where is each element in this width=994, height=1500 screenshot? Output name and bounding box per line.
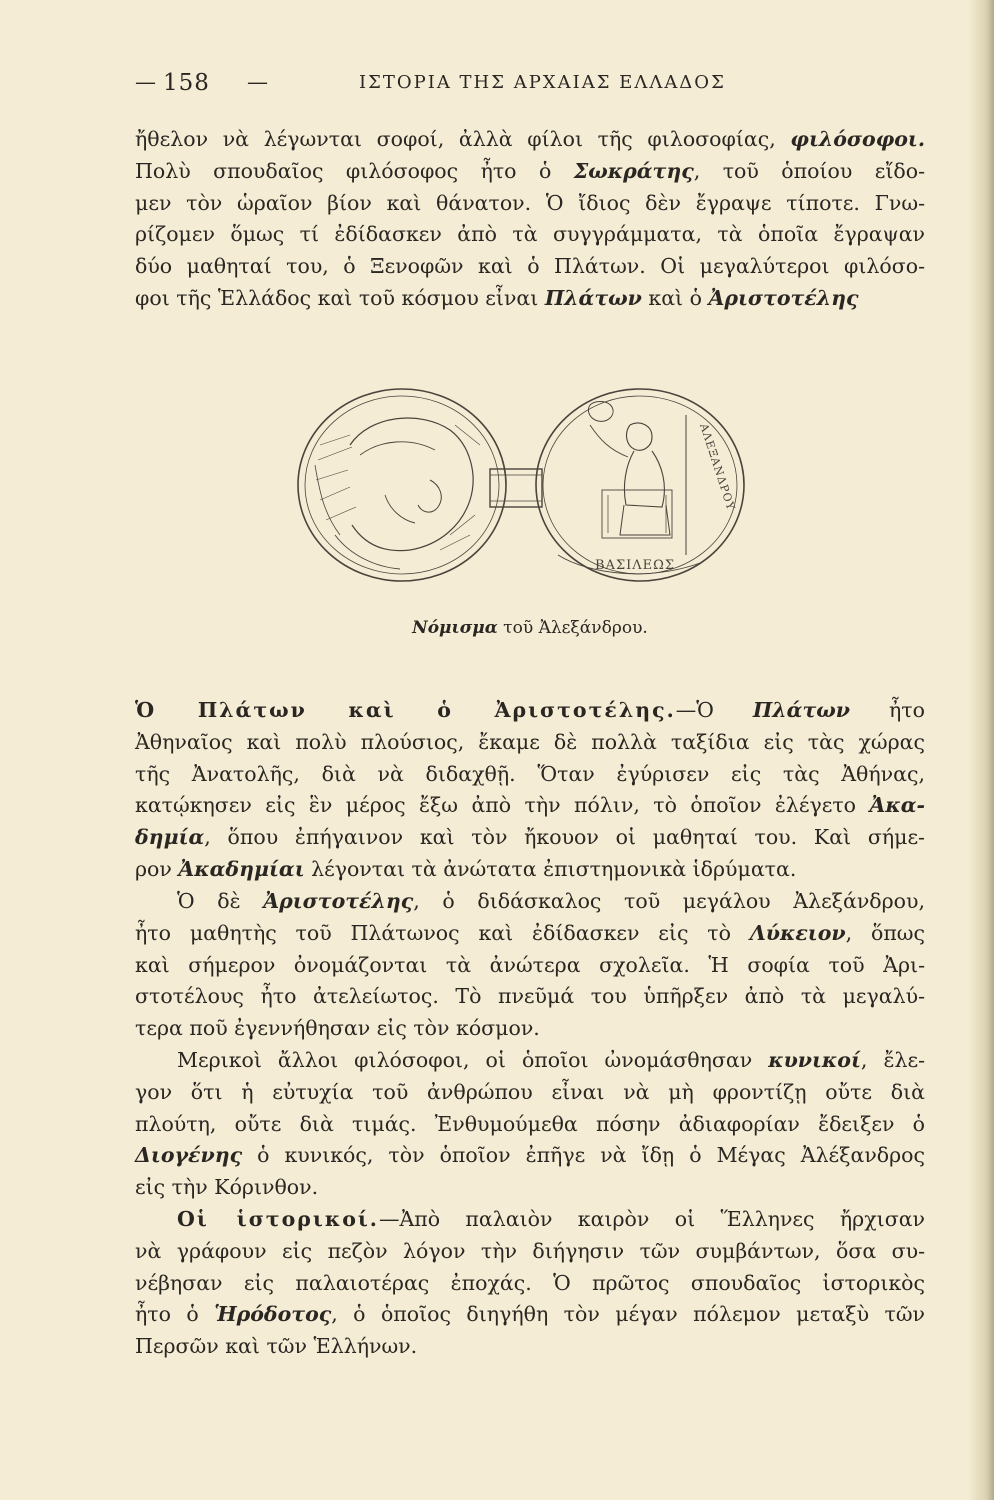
section-heading: Οἱ ἱστορικοί. bbox=[177, 1207, 379, 1231]
paragraph-aristotle bbox=[135, 886, 925, 1045]
text-line: καὶ σήμερον ὀνομάζονται τὰ ἀνώτερα σχολεῖα. Ἡ σοφία τοῦ Ἀρι- bbox=[135, 952, 925, 977]
text-line: Περσῶν καὶ τῶν Ἑλλήνων. bbox=[135, 1334, 418, 1359]
text-line: πλούτη, οὔτε διὰ τιμάς. Ἐνθυμούμεθα πόσην ἀδιαφορίαν ἔδειξεν ὁ bbox=[135, 1111, 925, 1136]
text-line: φοι τῆς Ἑλλάδος καὶ τοῦ κόσμου εἶναι Πλάτων καὶ ὁ Ἀριστοτέλης bbox=[135, 285, 859, 310]
page-edge-shadow bbox=[968, 0, 994, 1500]
text-line: νὰ γράφουν εἰς πεζὸν λόγον τὴν διήγησιν τῶν συμβάντων, ὅσα συ- bbox=[135, 1238, 925, 1263]
text-line: τερα ποῦ ἐγεννήθησαν εἰς τὸν κόσμον. bbox=[135, 1016, 540, 1041]
text-line: τῆς Ἀνατολῆς, διὰ νὰ διδαχθῇ. Ὅταν ἐγύρισεν εἰς τὰς Ἀθήνας, bbox=[135, 761, 925, 786]
text-line: Πολὺ σπουδαῖος φιλόσοφος ἦτο ὁ Σωκράτης, τοῦ ὁποίου εἴδο- bbox=[135, 158, 925, 183]
text-line: ἤθελον νὰ λέγωνται σοφοί, ἀλλὰ φίλοι τῆς φιλοσοφίας, φιλόσοφοι. bbox=[135, 127, 925, 151]
figure-caption bbox=[135, 618, 925, 638]
text-line: Μερικοὶ ἄλλοι φιλόσοφοι, οἱ ὁποῖοι ὠνομάσθησαν κυνικοί, ἔλε- bbox=[177, 1048, 925, 1072]
section-heading: Ὁ Πλάτων καὶ ὁ Ἀριστοτέλης. bbox=[135, 698, 676, 722]
text-line: μεν τὸν ὡραῖον βίον καὶ θάνατον. Ὁ ἴδιος δὲν ἔγραψε τίποτε. Γνω- bbox=[135, 190, 925, 215]
coin-illustration bbox=[290, 385, 750, 610]
paragraph-plato-aristotle bbox=[135, 695, 925, 886]
text-line: δύο μαθηταί του, ὁ Ξενοφῶν καὶ ὁ Πλάτων. Οἱ μεγαλύτεροι φιλόσο- bbox=[135, 254, 925, 279]
text-line: Ἀθηναῖος καὶ πολὺ πλούσιος, ἔκαμε δὲ πολλὰ ταξίδια εἰς τὰς χώρας bbox=[135, 729, 925, 754]
coin-inscription-bottom: ΒΑΣΙΛΕΩΣ bbox=[595, 558, 676, 573]
text-line: Διογένης ὁ κυνικός, τὸν ὁποῖον ἐπῆγε νὰ ἴδῃ ὁ Μέγας Ἀλέξανδρος bbox=[135, 1143, 925, 1168]
text-line: νέβησαν εἰς παλαιοτέρας ἐποχάς. Ὁ πρῶτος σπουδαῖος ἱστορικὸς bbox=[135, 1270, 925, 1295]
book-title: ΙΣΤΟΡΙΑ ΤΗΣ ΑΡΧΑΙΑΣ ΕΛΛΑΔΟΣ bbox=[359, 72, 726, 93]
text-line: κατῴκησεν εἰς ἓν μέρος ἔξω ἀπὸ τὴν πόλιν, τὸ ὁποῖον ἐλέγετο Ἀκα- bbox=[135, 793, 925, 818]
paragraph-historians bbox=[135, 1204, 925, 1363]
header-dash-left: — bbox=[135, 70, 157, 94]
alexander-coin-drawing bbox=[290, 385, 750, 610]
coin-inscription-right: ΑΛΕΞΑΝΔΡΟΥ bbox=[697, 421, 738, 513]
text-line: ρίζομεν ὅμως τί ἐδίδασκεν ἀπὸ τὰ συγγράμματα, τὰ ὁποῖα ἔγραψαν bbox=[135, 222, 925, 247]
text-line: ἦτο ὁ Ἡρόδοτος, ὁ ὁποῖος διηγήθη τὸν μέγαν πόλεμον μεταξὺ τῶν bbox=[135, 1302, 926, 1327]
text-line: δημία, ὅπου ἐπήγαινον καὶ τὸν ἤκουον οἱ μαθηταί του. Καὶ σήμε- bbox=[135, 825, 925, 850]
paragraph-cynics bbox=[135, 1045, 925, 1204]
text-line: γον ὅτι ἡ εὐτυχία τοῦ ἀνθρώπου εἶναι νὰ μὴ φροντίζῃ οὔτε διὰ bbox=[135, 1079, 925, 1104]
text-line: Ὁ Πλάτων καὶ ὁ Ἀριστοτέλης.—Ὁ Πλάτων ἦτο bbox=[135, 698, 925, 722]
text-line: Ὁ δὲ Ἀριστοτέλης, ὁ διδάσκαλος τοῦ μεγάλου Ἀλεξάνδρου, bbox=[177, 889, 925, 913]
text-line: ρον Ἀκαδημίαι λέγονται τὰ ἀνώτατα ἐπιστημονικὰ ἱδρύματα. bbox=[135, 856, 797, 881]
page-number: 158 bbox=[163, 70, 210, 96]
text-line: εἰς τὴν Κόρινθον. bbox=[135, 1175, 319, 1200]
text-line: Οἱ ἱστορικοί.—Ἀπὸ παλαιὸν καιρὸν οἱ Ἕλληνες ἤρχισαν bbox=[177, 1207, 925, 1231]
text-line: στοτέλους ἦτο ἀτελείωτος. Τὸ πνεῦμά του ὑπῆρξεν ἀπὸ τὰ μεγαλύ- bbox=[135, 984, 925, 1009]
paragraph-philosophers bbox=[135, 124, 925, 315]
caption-text: τοῦ Ἀλεξάνδρου. bbox=[497, 618, 648, 638]
text-line: ἦτο μαθητὴς τοῦ Πλάτωνος καὶ ἐδίδασκεν εἰς τὸ Λύκειον, ὅπως bbox=[135, 920, 926, 945]
caption-italic: Νόμισμα bbox=[412, 618, 498, 638]
header-dash-right: — bbox=[247, 70, 269, 94]
